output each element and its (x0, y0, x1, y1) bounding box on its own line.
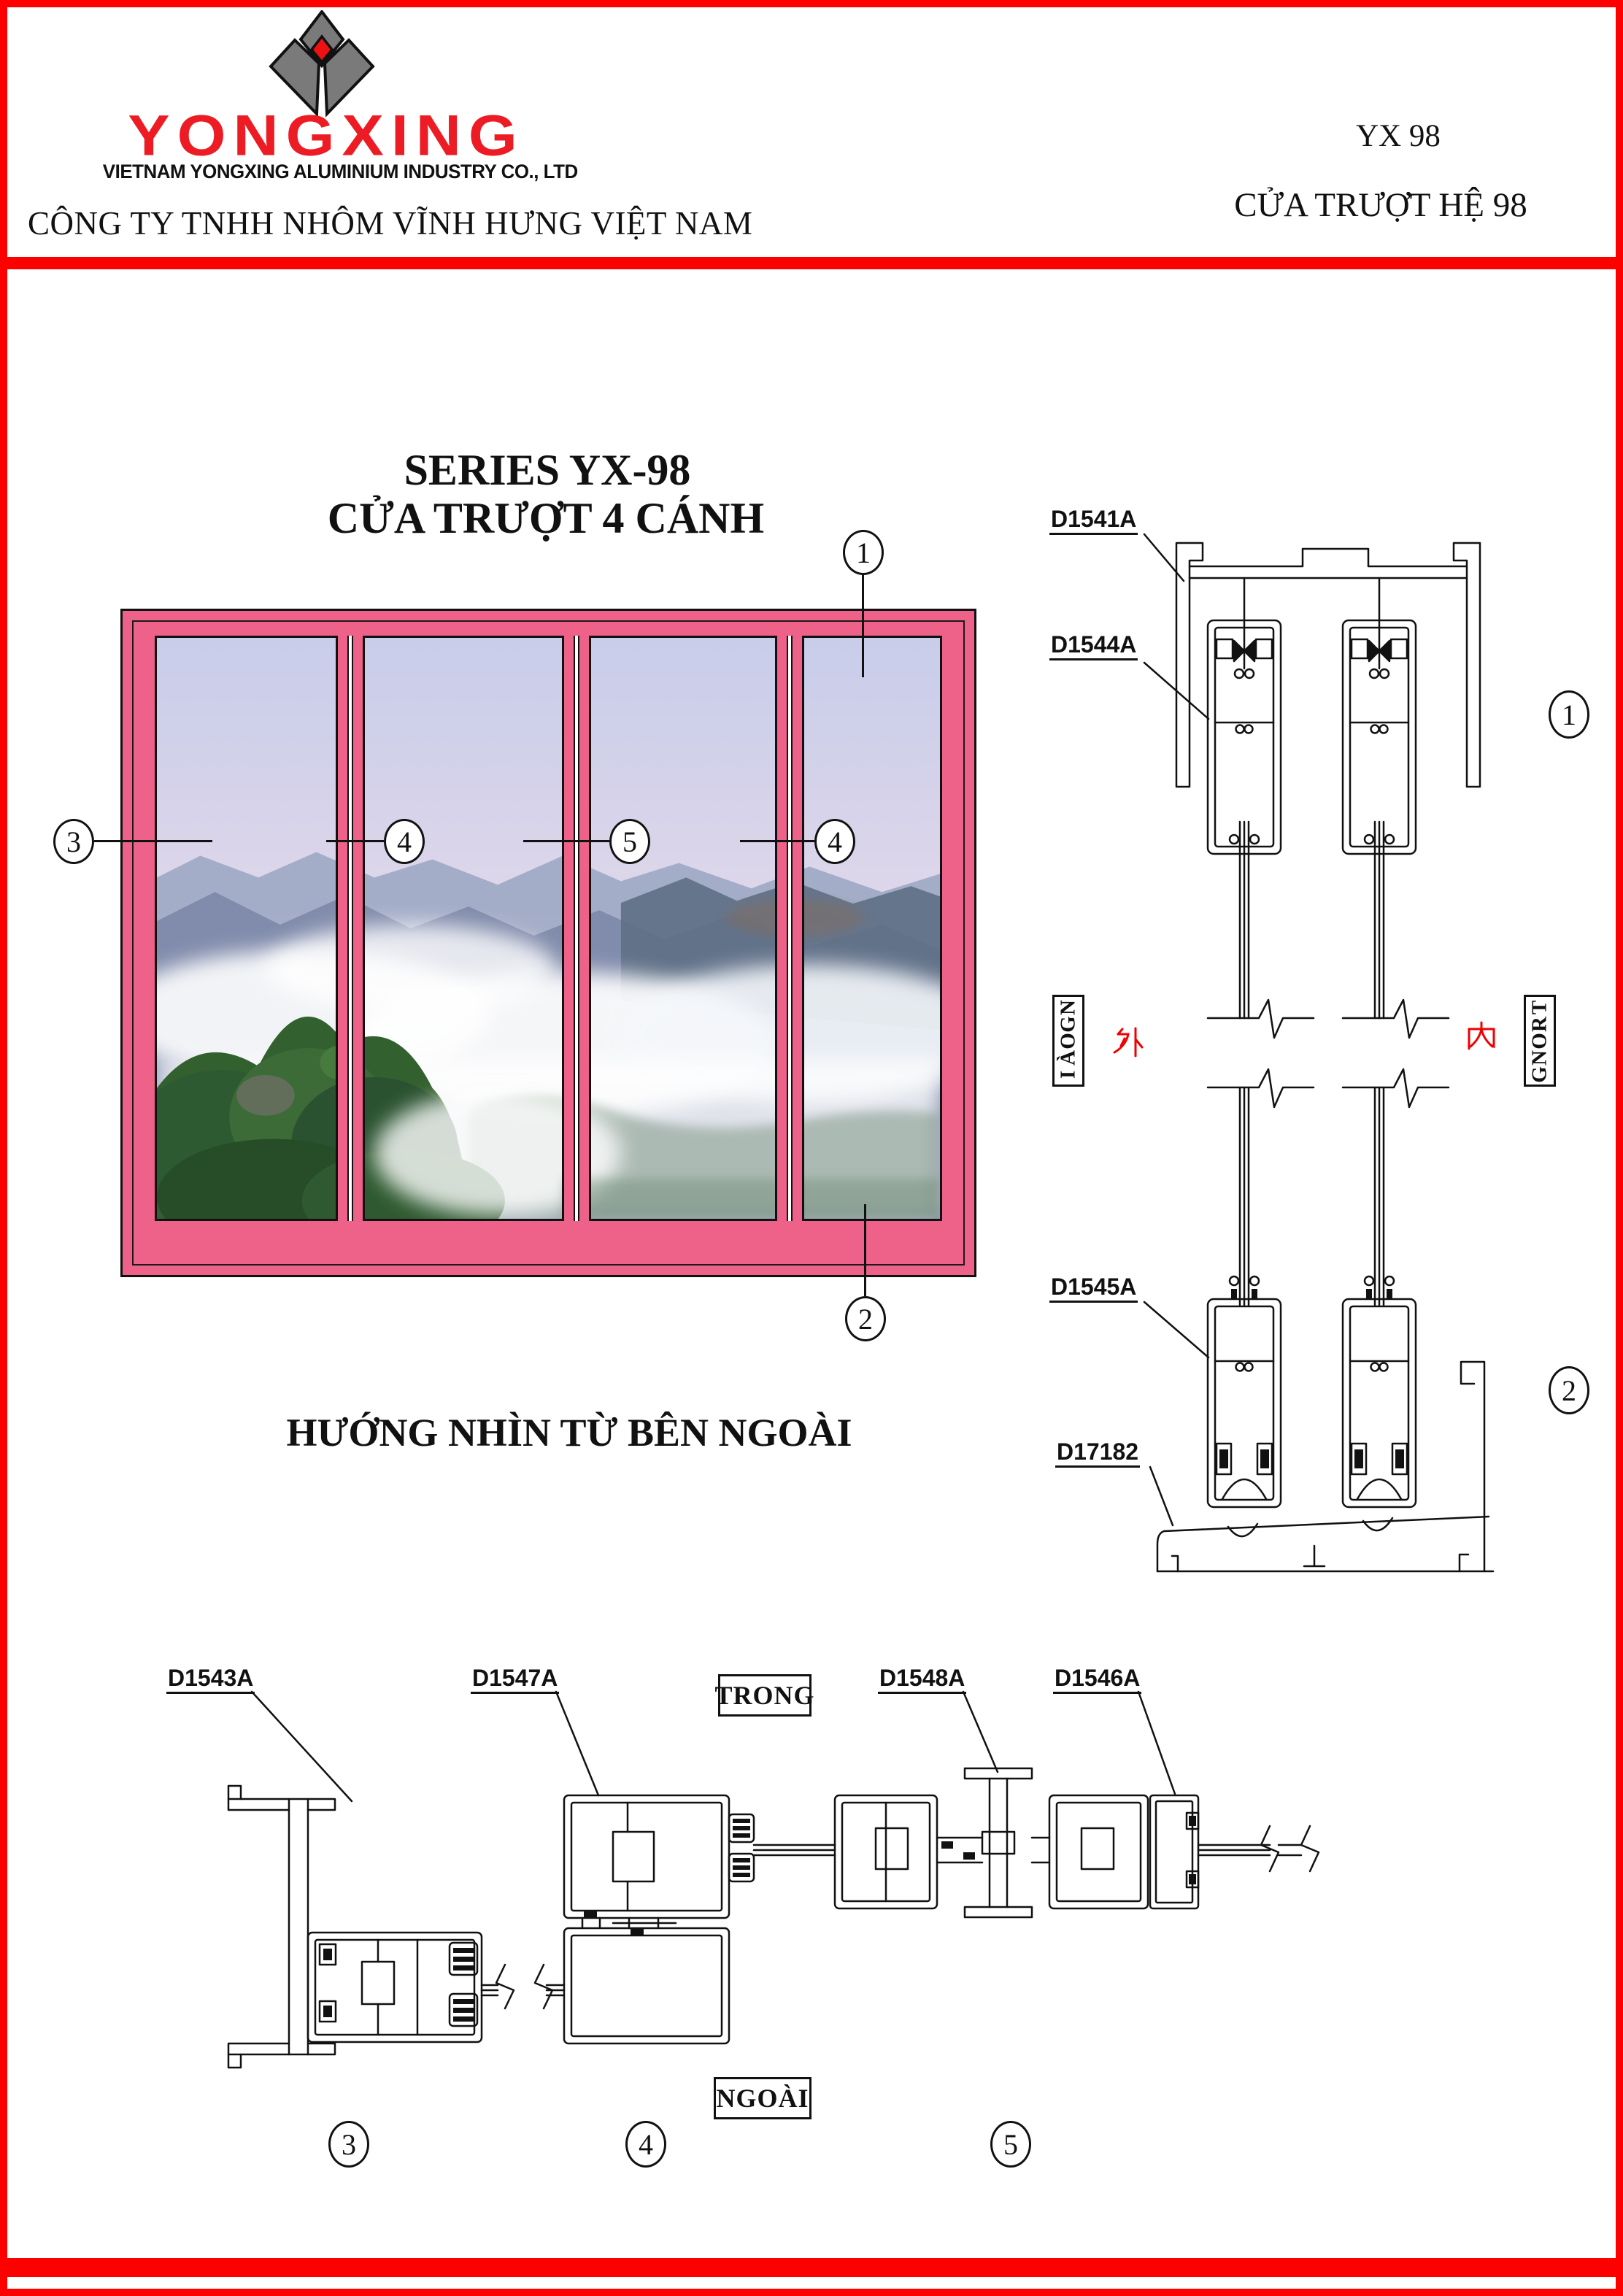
meeting-stile-3 (775, 636, 804, 1221)
footer-rule (0, 2258, 1623, 2277)
inside-plan-text: TRONG (714, 1681, 815, 1710)
profile-label-jamb: D1543A (166, 1665, 255, 1694)
cjk-outside-character (1111, 1026, 1146, 1061)
meeting-stile-1 (336, 636, 365, 1221)
company-name-vietnamese: CÔNG TY TNHH NHÔM VĨNH HƯNG VIỆT NAM (28, 205, 753, 242)
cjk-inside-character (1464, 1019, 1499, 1054)
inside-plan-label (714, 1674, 815, 1717)
profile-label-head: D1541A (1049, 506, 1138, 535)
glass-landscape (155, 636, 942, 1221)
plan-circle-meeting: 5 (990, 2121, 1031, 2168)
profile-label-sash-bottom: D1545A (1049, 1274, 1138, 1303)
callout-circle-sash-a: 4 (384, 819, 425, 864)
callout-leader-2 (864, 1204, 866, 1296)
callout-circle-jamb: 3 (53, 819, 94, 864)
profile-label-sash-top: D1544A (1049, 632, 1138, 660)
profile-label-meeting: D1548A (878, 1665, 966, 1694)
section-circle-sill: 2 (1549, 1366, 1589, 1414)
callout-leader-4a (326, 840, 384, 842)
header-rule (0, 257, 1623, 269)
stile-gap (787, 636, 793, 1221)
vertical-section-drawing (1022, 496, 1605, 1591)
profile-label-lock-stile: D1546A (1053, 1665, 1141, 1694)
callout-circle-meeting: 5 (609, 819, 650, 864)
callout-circle-top: 1 (843, 530, 884, 575)
brand-wordmark: YONGXING (128, 103, 525, 169)
stile-gap (574, 636, 579, 1221)
stile-gap (347, 636, 353, 1221)
plan-circle-sash: 4 (625, 2121, 666, 2168)
callout-circle-bottom: 2 (845, 1296, 886, 1341)
yongxing-logo-icon (267, 10, 377, 118)
callout-leader-4b (740, 840, 814, 842)
callout-leader-5 (523, 840, 609, 842)
profile-label-interlock: D1547A (471, 1665, 559, 1694)
plan-circle-jamb: 3 (328, 2121, 369, 2168)
section-circle-head: 1 (1549, 690, 1589, 739)
meeting-stile-2 (562, 636, 591, 1221)
profile-label-sill: D17182 (1055, 1439, 1140, 1468)
page-title-series: SERIES YX-98 (404, 446, 691, 494)
sliding-door-front-view (120, 609, 976, 1277)
page-title-product: CỬA TRƯỢT 4 CÁNH (327, 494, 765, 542)
series-code: YX 98 (1356, 119, 1441, 153)
outside-vertical-text: N G O À I (1056, 999, 1080, 1079)
outside-plan-text: NGOÀI (716, 2084, 809, 2113)
brand-subtitle: VIETNAM YONGXING ALUMINIUM INDUSTRY CO., LTD (102, 161, 578, 182)
view-caption: HƯỚNG NHÌN TỪ BÊN NGOÀI (286, 1411, 852, 1455)
outside-plan-label (714, 2077, 812, 2119)
outside-vertical-label (1052, 995, 1084, 1087)
inside-vertical-text: T R O N G (1527, 1000, 1551, 1083)
callout-circle-sash-b: 4 (814, 819, 855, 864)
callout-leader-3 (94, 840, 212, 842)
inside-vertical-label (1524, 995, 1556, 1087)
system-name: CỬA TRƯỢT HỆ 98 (1234, 186, 1527, 224)
callout-leader-1 (862, 575, 864, 677)
